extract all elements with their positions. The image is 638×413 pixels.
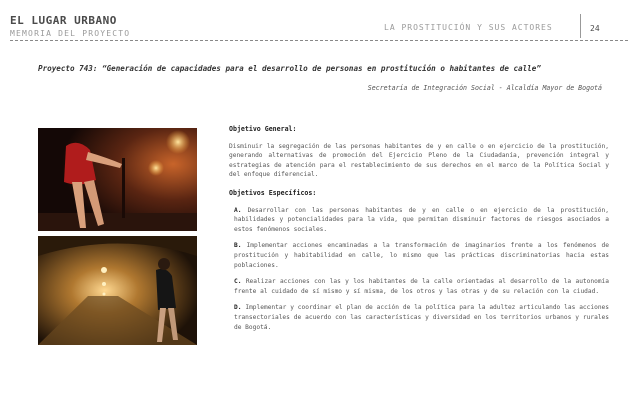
specific-objectives-heading: Objetivos Específicos: — [229, 188, 317, 197]
photo-tunnel — [38, 236, 197, 345]
objective-item — [234, 206, 609, 235]
page-number: 24 — [590, 24, 600, 33]
project-title: Proyecto 743: “Generación de capacidades para el desarrollo de personas en prostitución o habitantes de calle” — [38, 64, 541, 73]
objective-text: Realizar acciones con las y los habitantes de la calle orientadas al desarrollo de la autonomía frente al cuidado de sí mismo y sí misma, de los otros y las otras y de su relación con la ciudad. — [234, 278, 609, 295]
objective-item — [234, 303, 609, 332]
objective-letter: B. — [234, 242, 242, 250]
general-objective-heading: Objetivo General: — [229, 125, 297, 133]
objective-item — [234, 277, 609, 296]
objective-letter: C. — [234, 278, 242, 286]
project-subtitle: Secretaría de Integración Social - Alcaldía Mayor de Bogotá — [367, 84, 602, 92]
objective-text: Implementar acciones encaminadas a la transformación de imaginarios frente a los fenómenos de prostitución y habitabilidad en calle, lo mismo que las prácticas discriminatorias hacia estas poblaciones. — [234, 242, 609, 269]
objectives-content — [229, 125, 609, 339]
objective-item — [234, 241, 609, 270]
section-title: LA PROSTITUCIÓN Y SUS ACTORES — [384, 23, 553, 32]
header-dashed-rule — [10, 40, 628, 41]
header-divider — [580, 14, 581, 38]
general-objective-text: Disminuir la segregación de las personas habitantes de y en calle o en ejercicio de la prostitución, generando alternativas de promoción del Ejercicio Pleno de la Ciudadanía, prevención integral y estrategias de atención para el restablecimiento de sus derechos en el marco de la Política Social y del enfoque diferencial. — [229, 142, 609, 179]
photo-street-night — [38, 128, 197, 231]
objective-letter: A. — [234, 206, 242, 214]
objective-text: Desarrollar con las personas habitantes de y en calle o en ejercicio de la prostitución, habilidades y potencialidades para la vida, que permitan disminuir factores de riesgos asociados a estos fenómenos sociales. — [234, 206, 609, 233]
objective-text: Implementar y coordinar el plan de acción de la política para la adultez articulando las acciones transectoriales de acuerdo con las características y diversidad en los territorios urbanos y rurales de Bogotá. — [234, 304, 610, 331]
document-subtitle: MEMORIA DEL PROYECTO — [10, 29, 131, 38]
objective-letter: D. — [234, 304, 242, 312]
document-title: EL LUGAR URBANO — [10, 14, 117, 27]
